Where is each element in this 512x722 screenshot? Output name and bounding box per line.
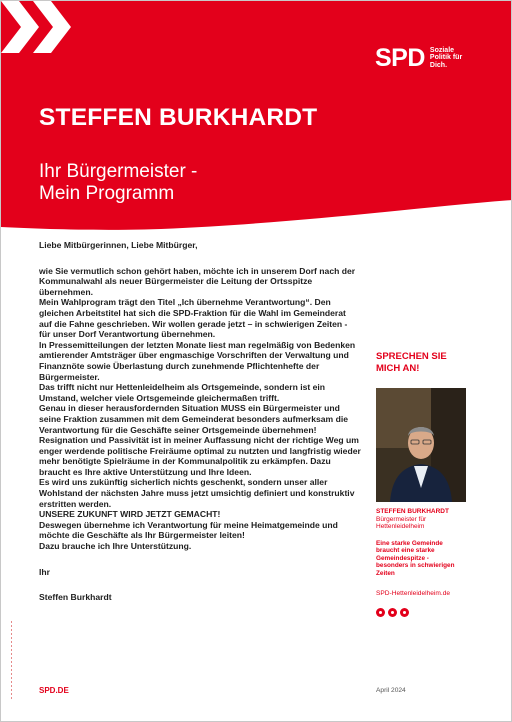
letter-paragraph: wie Sie vermutlich schon gehört haben, möchte ich in unserem Dorf nach der Kommunalwahl als neuer Bürgermeister die Leitung der Ortsspitze übernehmen. (39, 265, 356, 297)
caption-name: STEFFEN BURKHARDT (376, 508, 449, 515)
whatsapp-icon[interactable] (400, 608, 409, 617)
letter-paragraph: Dazu brauche ich Ihre Unterstützung. (39, 541, 192, 552)
candidate-name: STEFFEN BURKHARDT (39, 104, 318, 131)
subtitle-line: Mein Programm (39, 183, 175, 204)
logo-claim-line: Politik für (429, 54, 463, 62)
quote-line: besonders in schwierigen (376, 562, 455, 570)
letter-paragraph: Genau in dieser herausfordernden Situation MUSS ein Bürgermeister und seine Fraktion zusammen mit dem Gemeinderat besonders aufmerksam die Verantwortung für die Geschäfte seiner Ortsgemeinde übernehmen! (39, 403, 349, 435)
letter-paragraph: Das trifft nicht nur Hettenleidelheim als Ortsgemeinde, sondern ist ein Umstand, welcher viele Ortsgemeinde gleichermaßen trifft. (39, 382, 326, 403)
social-links (376, 608, 486, 617)
sidebar-heading (376, 351, 486, 375)
instagram-icon[interactable] (388, 608, 397, 617)
footer-brand[interactable]: SPD.DE (39, 686, 69, 695)
spd-logo (375, 43, 462, 73)
letter-paragraph: UNSERE ZUKUNFT WIRD JETZT GEMACHT! (39, 509, 221, 520)
salutation: Liebe Mitbürgerinnen, Liebe Mitbürger, (39, 240, 198, 250)
letter-paragraph: Mein Wahlprogram trägt den Titel „Ich übernehme Verantwortung“. Den gleichen Arbeitstitel hat sich die SPD-Fraktion für die Wahl im Gemeinderat auf die Fahne geschrieben. Wir wollen gerade jetzt – in schwierigen Zeiten - für unser Dorf Verantwortung übernehmen. (39, 297, 348, 340)
chevron-right-icon (1, 1, 73, 53)
sidebar-heading-line: SPRECHEN SIE (376, 351, 447, 362)
quote-line: braucht eine starke (376, 547, 435, 555)
header-banner (1, 1, 512, 233)
subtitle-line: Ihr Bürgermeister - (39, 161, 198, 182)
logo-claim (430, 47, 462, 70)
sidebar-heading-line: MICH AN! (376, 363, 420, 374)
caption-role: Hettenleidelheim (376, 523, 425, 530)
letter-closing: Ihr (39, 566, 50, 577)
website-link[interactable]: SPD-Hettenleidelheim.de (376, 590, 451, 598)
footer-date: April 2024 (376, 687, 406, 694)
quote-line: Gemeindespitze - (376, 554, 429, 562)
logo-claim-line: Soziale (429, 46, 455, 54)
caption-role: Bürgermeister für (376, 515, 427, 523)
sidebar-quote (376, 540, 486, 578)
vertical-imprint (9, 621, 15, 701)
logo-mark: SPD (375, 43, 425, 72)
letter-paragraph: In Pressemitteilungen der letzten Monate liest man regelmäßig von Bedenken amtierender Amtsträger über engmaschige Vorschriften der Verwaltung und Finanznöte sowie Überlastung durch zunehmende Pflichtenhefte der Bürgermeister. (39, 339, 356, 382)
logo-claim-line: Dich. (429, 61, 448, 69)
letter-signature: Steffen Burkhardt (39, 592, 112, 603)
header-subtitle (39, 161, 197, 205)
letter-paragraph: Es wird uns zukünftig sicherlich nichts geschenkt, sondern unser aller Wohlstand der nächsten Jahre muss jetzt umsichtig definiert und konstruktiv erstritten werden. (39, 477, 355, 509)
letter-body (39, 240, 361, 603)
portrait-image (376, 388, 466, 502)
sidebar (376, 351, 486, 617)
quote-line: Eine starke Gemeinde (376, 539, 443, 547)
letter-paragraph: Resignation und Passivität ist in meiner Auffassung nicht der richtige Weg um enger werdende politische Freiräume optimal zu nutzten und langfristig wieder mehr benötigte Spielräume in der Kommunalpolitik zu erkämpfen. Dazu braucht es Ihre aktive Unterstützung und Ihre Ideen. (39, 435, 361, 477)
quote-line: Zeiten (376, 569, 395, 577)
letter-paragraph: Deswegen übernehme ich Verantwortung für meine Heimatgemeinde und möchte die Geschäfte als Ihr Bürgermeister leiten! (39, 519, 338, 541)
candidate-photo (376, 388, 466, 502)
facebook-icon[interactable] (376, 608, 385, 617)
